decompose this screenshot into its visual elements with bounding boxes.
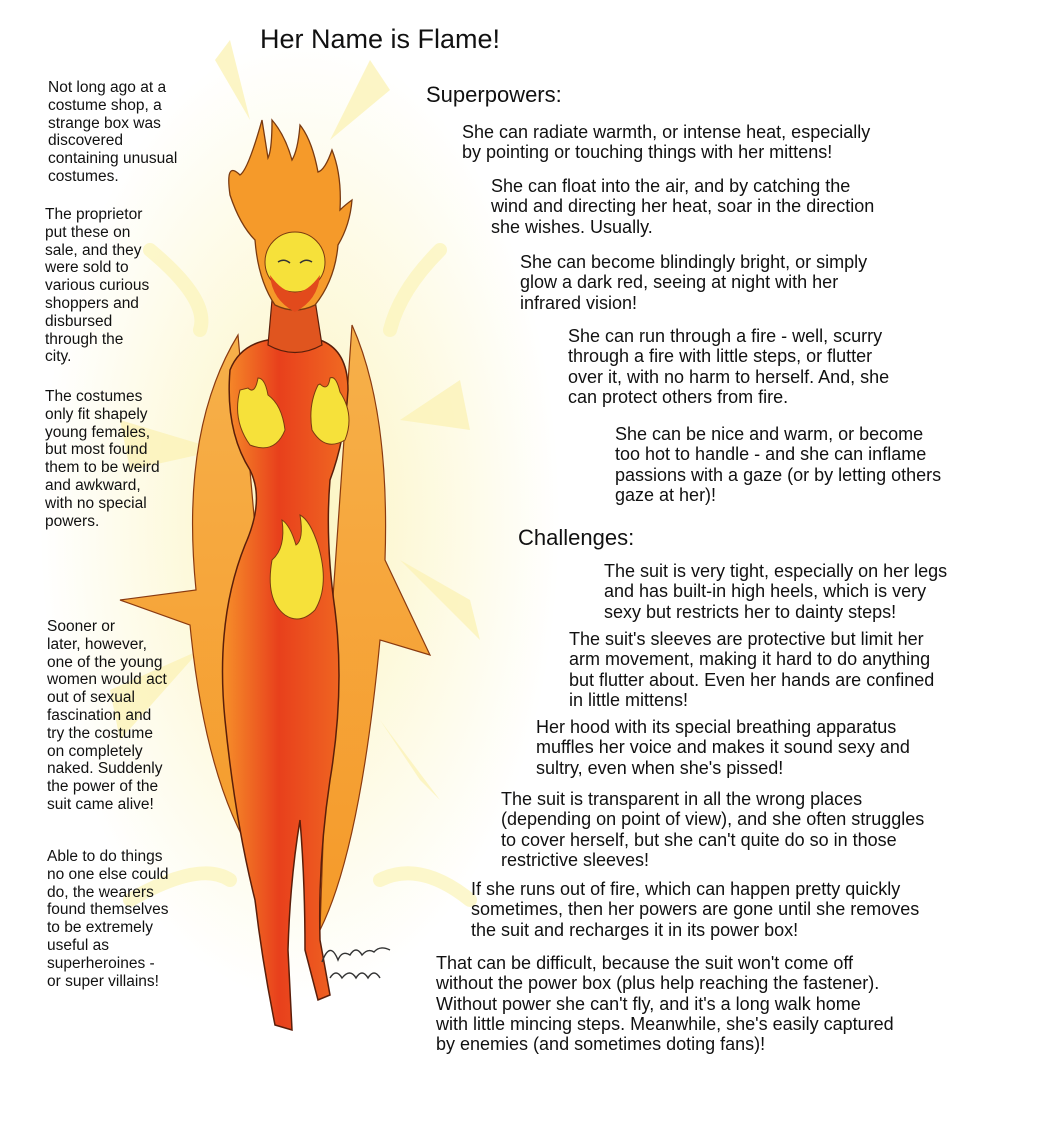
story-paragraph: Sooner or later, however, one of the young women would act out of sexual fascination and try the costume on completely naked. Suddenly the power of the suit came alive!: [47, 618, 167, 813]
story-paragraph: The costumes only fit shapely young females, but most found them to be weird and awkward, with no special powers.: [45, 388, 160, 530]
challenge-item: If she runs out of fire, which can happen pretty quickly sometimes, then her powers are gone until she removes the suit and recharges it in its power box!: [471, 879, 920, 940]
story-paragraph: The proprietor put these on sale, and they were sold to various curious shoppers and disbursed through the city.: [45, 206, 150, 366]
superpower-item: She can float into the air, and by catching the wind and directing her heat, soar in the direction she wishes. Usually.: [491, 176, 875, 237]
superpower-item: She can become blindingly bright, or simply glow a dark red, seeing at night with her infrared vision!: [520, 252, 868, 313]
story-paragraph: Not long ago at a costume shop, a strange box was discovered containing unusual costumes.: [48, 79, 178, 185]
superpower-item: She can run through a fire - well, scurry through a fire with little steps, or flutter over it, with no harm to herself. And, she can protect others from fire.: [568, 326, 890, 407]
challenge-item: The suit is transparent in all the wrong places (depending on point of view), and she often struggles to cover herself, but she can't quite do so in those restrictive sleeves!: [501, 789, 925, 870]
superpowers-heading: Superpowers:: [426, 82, 562, 107]
superpower-item: She can be nice and warm, or become too hot to handle - and she can inflame passions with a gaze (or by letting others gaze at her)!: [615, 424, 942, 505]
story-paragraph: Able to do things no one else could do, the wearers found themselves to be extremely useful as superheroines - or super villains!: [47, 848, 169, 990]
challenge-item: That can be difficult, because the suit won't come off without the power box (plus help reaching the fastener). Without power she can't fly, and it's a long walk home with little mincing steps. Meanwhile, she's easily captured by enemies (and sometimes doting fans)!: [436, 953, 894, 1055]
challenge-item: The suit's sleeves are protective but limit her arm movement, making it hard to do anything but flutter about. Even her hands are confined in little mittens!: [569, 629, 935, 710]
page-title: Her Name is Flame!: [260, 24, 501, 54]
challenge-item: Her hood with its special breathing apparatus muffles her voice and makes it sound sexy and sultry, even when she's pissed!: [536, 717, 910, 778]
challenge-item: The suit is very tight, especially on her legs and has built-in high heels, which is very sexy but restricts her to dainty steps!: [604, 561, 948, 622]
superpower-item: She can radiate warmth, or intense heat, especially by pointing or touching things with her mittens!: [462, 122, 871, 163]
challenges-heading: Challenges:: [518, 525, 635, 550]
